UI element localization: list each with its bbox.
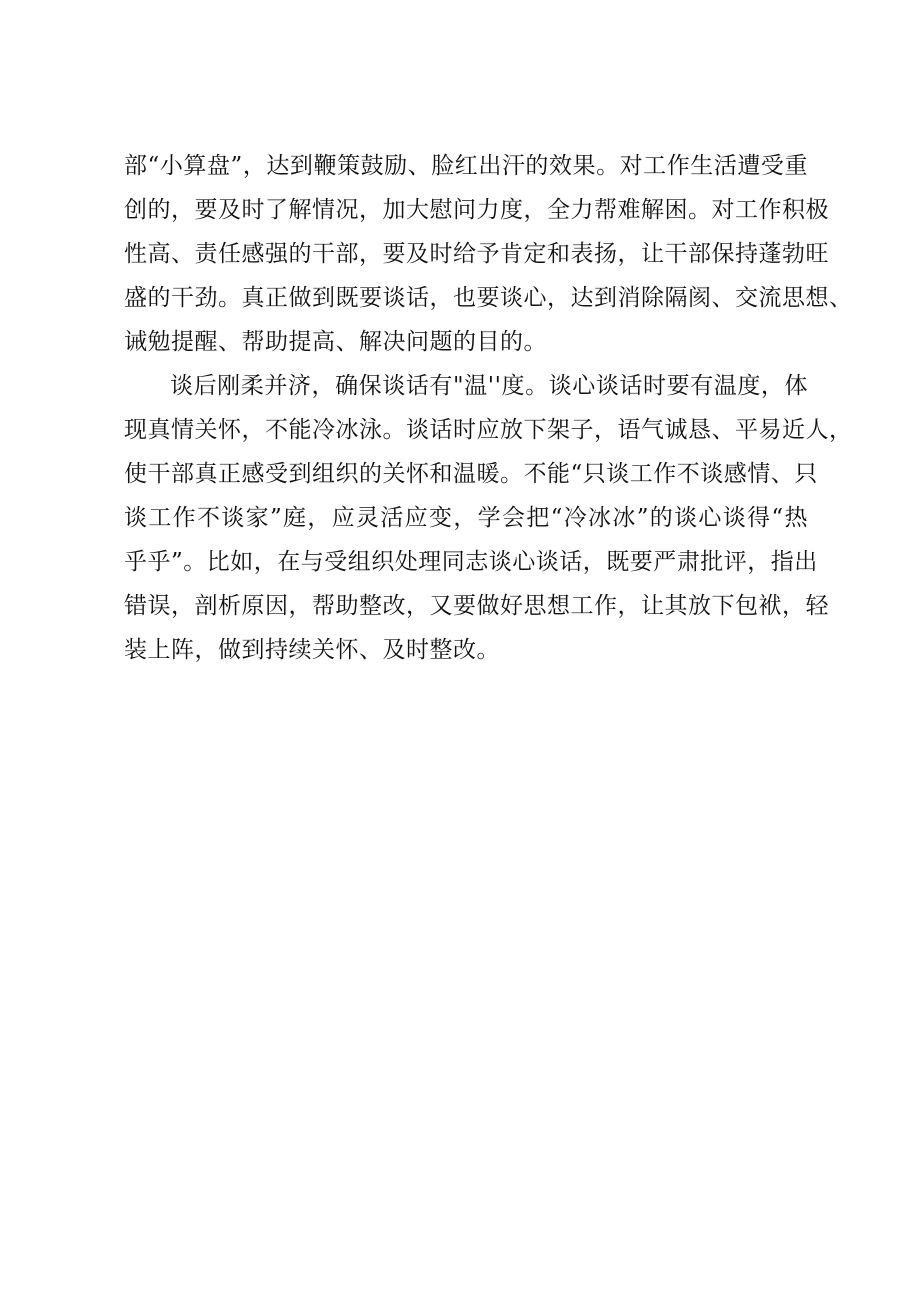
paragraph-line: 盛的干劲。真正做到既要谈话，也要谈心，达到消除隔阂、交流思想、 bbox=[124, 285, 853, 311]
paragraph-line: 部“小算盘”，达到鞭策鼓励、脸红出汗的效果。对工作生活遭受重 bbox=[124, 153, 808, 179]
paragraph-line: 使干部真正感受到组织的关怀和温暖。不能“只谈工作不谈感情、只 bbox=[124, 461, 818, 487]
paragraph-line: 诫勉提醒、帮助提高、解决问题的目的。 bbox=[124, 329, 547, 355]
paragraph-line: 性高、责任感强的干部，要及时给予肯定和表扬，让干部保持蓬勃旺 bbox=[124, 241, 829, 267]
paragraph-line: 现真情关怀，不能冷冰泳。谈话时应放下架子，语气诚恳、平易近人， bbox=[124, 417, 853, 443]
paragraph-line: 创的，要及时了解情况，加大慰问力度，全力帮难解困。对工作积极 bbox=[124, 197, 829, 223]
paragraph-line: 装上阵，做到持续关怀、及时整改。 bbox=[124, 637, 500, 663]
paragraph-line: 谈工作不谈家”庭，应灵活应变，学会把“冷冰冰”的谈心谈得“热 bbox=[124, 505, 808, 531]
paragraph-line: 谈后刚柔并济，确保谈话有"温''度。谈心谈话时要有温度，体 bbox=[170, 373, 808, 399]
paragraph-1 bbox=[124, 144, 853, 364]
paragraph-line: 错误，剖析原因，帮助整改，又要做好思想工作，让其放下包袱，轻 bbox=[124, 593, 829, 619]
paragraph-line: 乎乎”。比如，在与受组织处理同志谈心谈话，既要严肃批评，指出 bbox=[124, 549, 818, 575]
document-body bbox=[124, 144, 853, 672]
paragraph-2 bbox=[124, 364, 853, 672]
